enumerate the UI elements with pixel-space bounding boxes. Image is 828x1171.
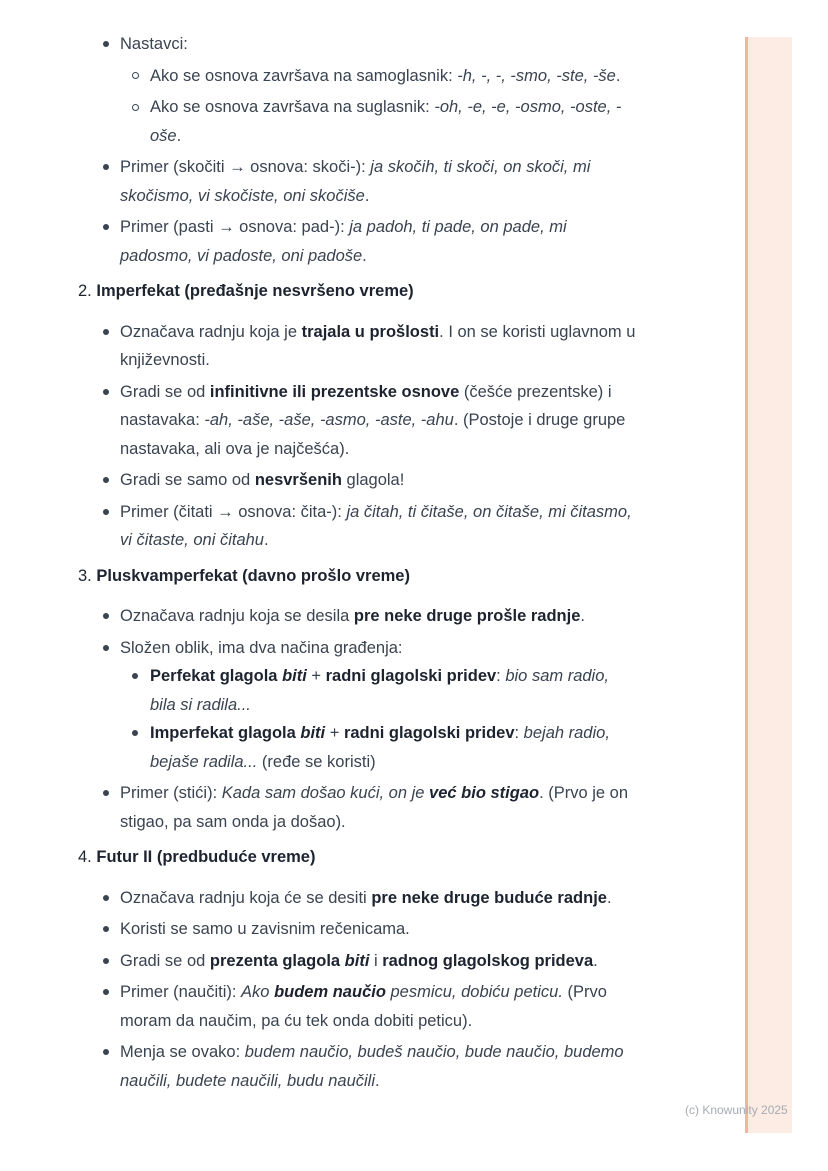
list-item	[78, 634, 638, 663]
section-heading	[78, 843, 638, 872]
bullet-disc-icon	[103, 1049, 109, 1055]
text-segment: radni glagolski pridev	[325, 667, 497, 685]
text-segment: Gradi se samo od	[120, 471, 255, 489]
text-segment: . (Prvo je on stigao, pa sam onda ja došao).	[120, 784, 629, 831]
bullet-disc-icon	[103, 329, 109, 335]
text-segment: već bio stigao	[429, 784, 540, 802]
text-segment: ja skočih, ti skoči, on skoči, mi skočismo, vi skočiste, oni skočiše	[120, 158, 591, 205]
bullet-disc-icon	[103, 509, 109, 515]
text-segment: .	[364, 186, 370, 205]
list-item	[78, 153, 638, 210]
section-heading	[78, 277, 638, 306]
text-segment: .	[375, 1071, 380, 1090]
list-item	[78, 30, 638, 59]
text-segment: trajala u prošlosti	[301, 322, 440, 341]
decorative-side-stripe	[745, 37, 792, 1133]
text-segment: Menja se ovako:	[120, 1043, 245, 1061]
list-item-text	[120, 952, 598, 970]
list-item	[78, 719, 638, 776]
list-item-text	[120, 383, 625, 458]
list-item	[78, 978, 638, 1035]
list-item	[78, 378, 638, 464]
heading-number: 4.	[78, 848, 97, 866]
text-segment: Primer (čitati → osnova: čita-):	[120, 502, 347, 521]
list-item-text	[150, 667, 609, 714]
text-segment: Imperfekat glagola	[150, 724, 301, 742]
text-segment: Gradi se od	[120, 951, 210, 970]
text-segment: (Prvo moram da naučim, pa ću tek onda dobiti peticu).	[120, 983, 607, 1030]
text-segment: -ah, -aše, -aše, -asmo, -aste, -ahu	[204, 411, 454, 429]
text-segment: bio sam radio, bila si radila...	[150, 667, 609, 714]
list-item-text	[120, 889, 612, 907]
list-item-text	[120, 784, 628, 831]
text-segment: .	[580, 607, 585, 625]
list-item-text	[120, 983, 607, 1030]
text-segment: Ako	[241, 983, 275, 1001]
text-segment: .	[593, 951, 598, 970]
text-segment: budem naučio	[274, 983, 386, 1001]
text-segment: ja padoh, ti pade, on pade, mi padosmo, vi padoste, oni padoše	[120, 218, 567, 265]
text-segment: Gradi se od	[120, 382, 210, 401]
list-item-text	[120, 639, 403, 657]
bullet-disc-icon	[103, 790, 109, 796]
text-segment: pre neke druge prošle radnje	[353, 607, 581, 625]
text-segment: prezenta glagola	[209, 951, 345, 970]
text-segment: biti	[344, 951, 370, 970]
list-item-text	[150, 724, 610, 771]
bullet-disc-icon	[103, 389, 109, 395]
list-item	[78, 602, 638, 631]
bullet-disc-icon	[103, 224, 109, 230]
text-segment: . (Postoje i druge grupe nastavaka, ali ova je najčešća).	[120, 411, 626, 458]
list-item	[78, 466, 638, 495]
heading-number: 2.	[78, 282, 97, 300]
text-segment: glagola!	[341, 471, 405, 489]
list-item	[78, 1038, 638, 1095]
text-segment: .	[615, 66, 621, 85]
bullet-disc-icon	[103, 41, 109, 47]
list-item	[78, 213, 638, 270]
section-heading	[78, 562, 638, 591]
text-segment: .	[264, 531, 269, 549]
text-segment: nesvršenih	[254, 471, 342, 489]
text-segment: Označava radnju koja se desila	[120, 607, 354, 625]
bullet-disc-icon	[103, 164, 109, 170]
text-segment: radni glagolski pridev	[343, 724, 515, 742]
bullet-disc-icon	[103, 477, 109, 483]
text-segment: biti	[282, 667, 307, 685]
text-segment: infinitivne ili prezentske osnove	[209, 382, 460, 401]
text-segment: i	[369, 951, 383, 970]
list-item	[78, 779, 638, 836]
bullet-circle-icon	[132, 72, 139, 79]
text-segment: budem naučio, budeš naučio, bude naučio, budemo naučili, budete naučili, budu naučili	[120, 1043, 624, 1090]
text-segment: . I on se koristi uglavnom u književnosti.	[120, 322, 636, 369]
list-item	[78, 318, 638, 375]
list-item-text	[150, 67, 620, 85]
bullet-disc-icon	[103, 989, 109, 995]
bullet-disc-icon	[103, 613, 109, 619]
text-segment: :	[496, 667, 506, 685]
list-item	[78, 662, 638, 719]
bullet-disc-icon	[103, 958, 109, 964]
list-item-text	[120, 323, 635, 370]
heading-text: Pluskvamperfekat (davno prošlo vreme)	[96, 566, 410, 585]
list-item-text	[120, 607, 585, 625]
text-segment: Primer (skočiti → osnova: skoči-):	[120, 158, 371, 176]
list-item-text	[120, 218, 567, 265]
text-segment: Perfekat glagola	[150, 667, 283, 685]
text-segment: .	[176, 126, 182, 145]
text-segment: (češće prezentske) i nastavaka:	[120, 382, 612, 429]
text-segment: radnog glagolskog prideva	[382, 951, 594, 970]
text-segment: Ako se osnova završava na suglasnik:	[150, 98, 435, 116]
list-item-text	[120, 471, 404, 489]
bullet-disc-icon	[103, 895, 109, 901]
text-segment: bejah radio, bejaše radila...	[150, 724, 610, 771]
text-segment: Nastavci:	[120, 35, 188, 53]
document-content	[78, 30, 638, 1098]
text-segment: ja čitah, ti čitaše, on čitaše, mi čitasmo, vi čitaste, oni čitahu	[120, 502, 632, 549]
text-segment: Primer (stići):	[120, 784, 222, 802]
text-segment: Ako se osnova završava na samoglasnik:	[150, 66, 458, 85]
text-segment: Označava radnju koja je	[120, 322, 302, 341]
bullet-disc-icon	[103, 926, 109, 932]
text-segment: (ređe se koristi)	[257, 752, 376, 771]
list-item-text	[120, 35, 188, 53]
text-segment: -oh, -e, -e, -osmo, -oste, -oše	[150, 98, 622, 145]
heading-text: Imperfekat (pređašnje nesvršeno vreme)	[96, 282, 414, 300]
text-segment: +	[325, 724, 344, 742]
text-segment: Složen oblik, ima dva načina građenja:	[120, 638, 403, 657]
text-segment: biti	[300, 724, 326, 742]
list-item	[78, 947, 638, 976]
list-item-text	[120, 158, 590, 205]
bullet-circle-icon	[132, 104, 139, 111]
text-segment: -h, -, -, -smo, -ste, -še	[457, 66, 616, 85]
text-segment: Označava radnju koja će se desiti	[120, 888, 372, 907]
list-item	[78, 93, 638, 150]
list-item	[78, 915, 638, 944]
list-item-text	[120, 1043, 624, 1090]
text-segment: Kada sam došao kući, on je	[221, 784, 430, 802]
text-segment: +	[306, 667, 326, 685]
watermark-text: (c) Knowunity 2025	[685, 1103, 788, 1117]
bullet-disc-icon	[132, 673, 138, 679]
list-item	[78, 884, 638, 913]
list-item-text	[150, 98, 621, 145]
text-segment: .	[362, 246, 367, 265]
text-segment: Koristi se samo u zavisnim rečenicama.	[120, 920, 410, 938]
text-segment: .	[606, 888, 612, 907]
list-item	[78, 498, 638, 555]
text-segment: pre neke druge buduće radnje	[371, 888, 607, 907]
list-item-text	[120, 920, 410, 938]
bullet-disc-icon	[132, 730, 138, 736]
text-segment: :	[514, 724, 524, 742]
list-item-text	[120, 503, 632, 550]
heading-number: 3.	[78, 566, 97, 585]
bullet-disc-icon	[103, 645, 109, 651]
text-segment: Primer (pasti → osnova: pad-):	[120, 218, 350, 236]
heading-text: Futur II (predbuduće vreme)	[96, 848, 316, 866]
text-segment: Primer (naučiti):	[120, 983, 242, 1001]
list-item	[78, 62, 638, 91]
text-segment: pesmicu, dobiću peticu.	[385, 983, 563, 1001]
